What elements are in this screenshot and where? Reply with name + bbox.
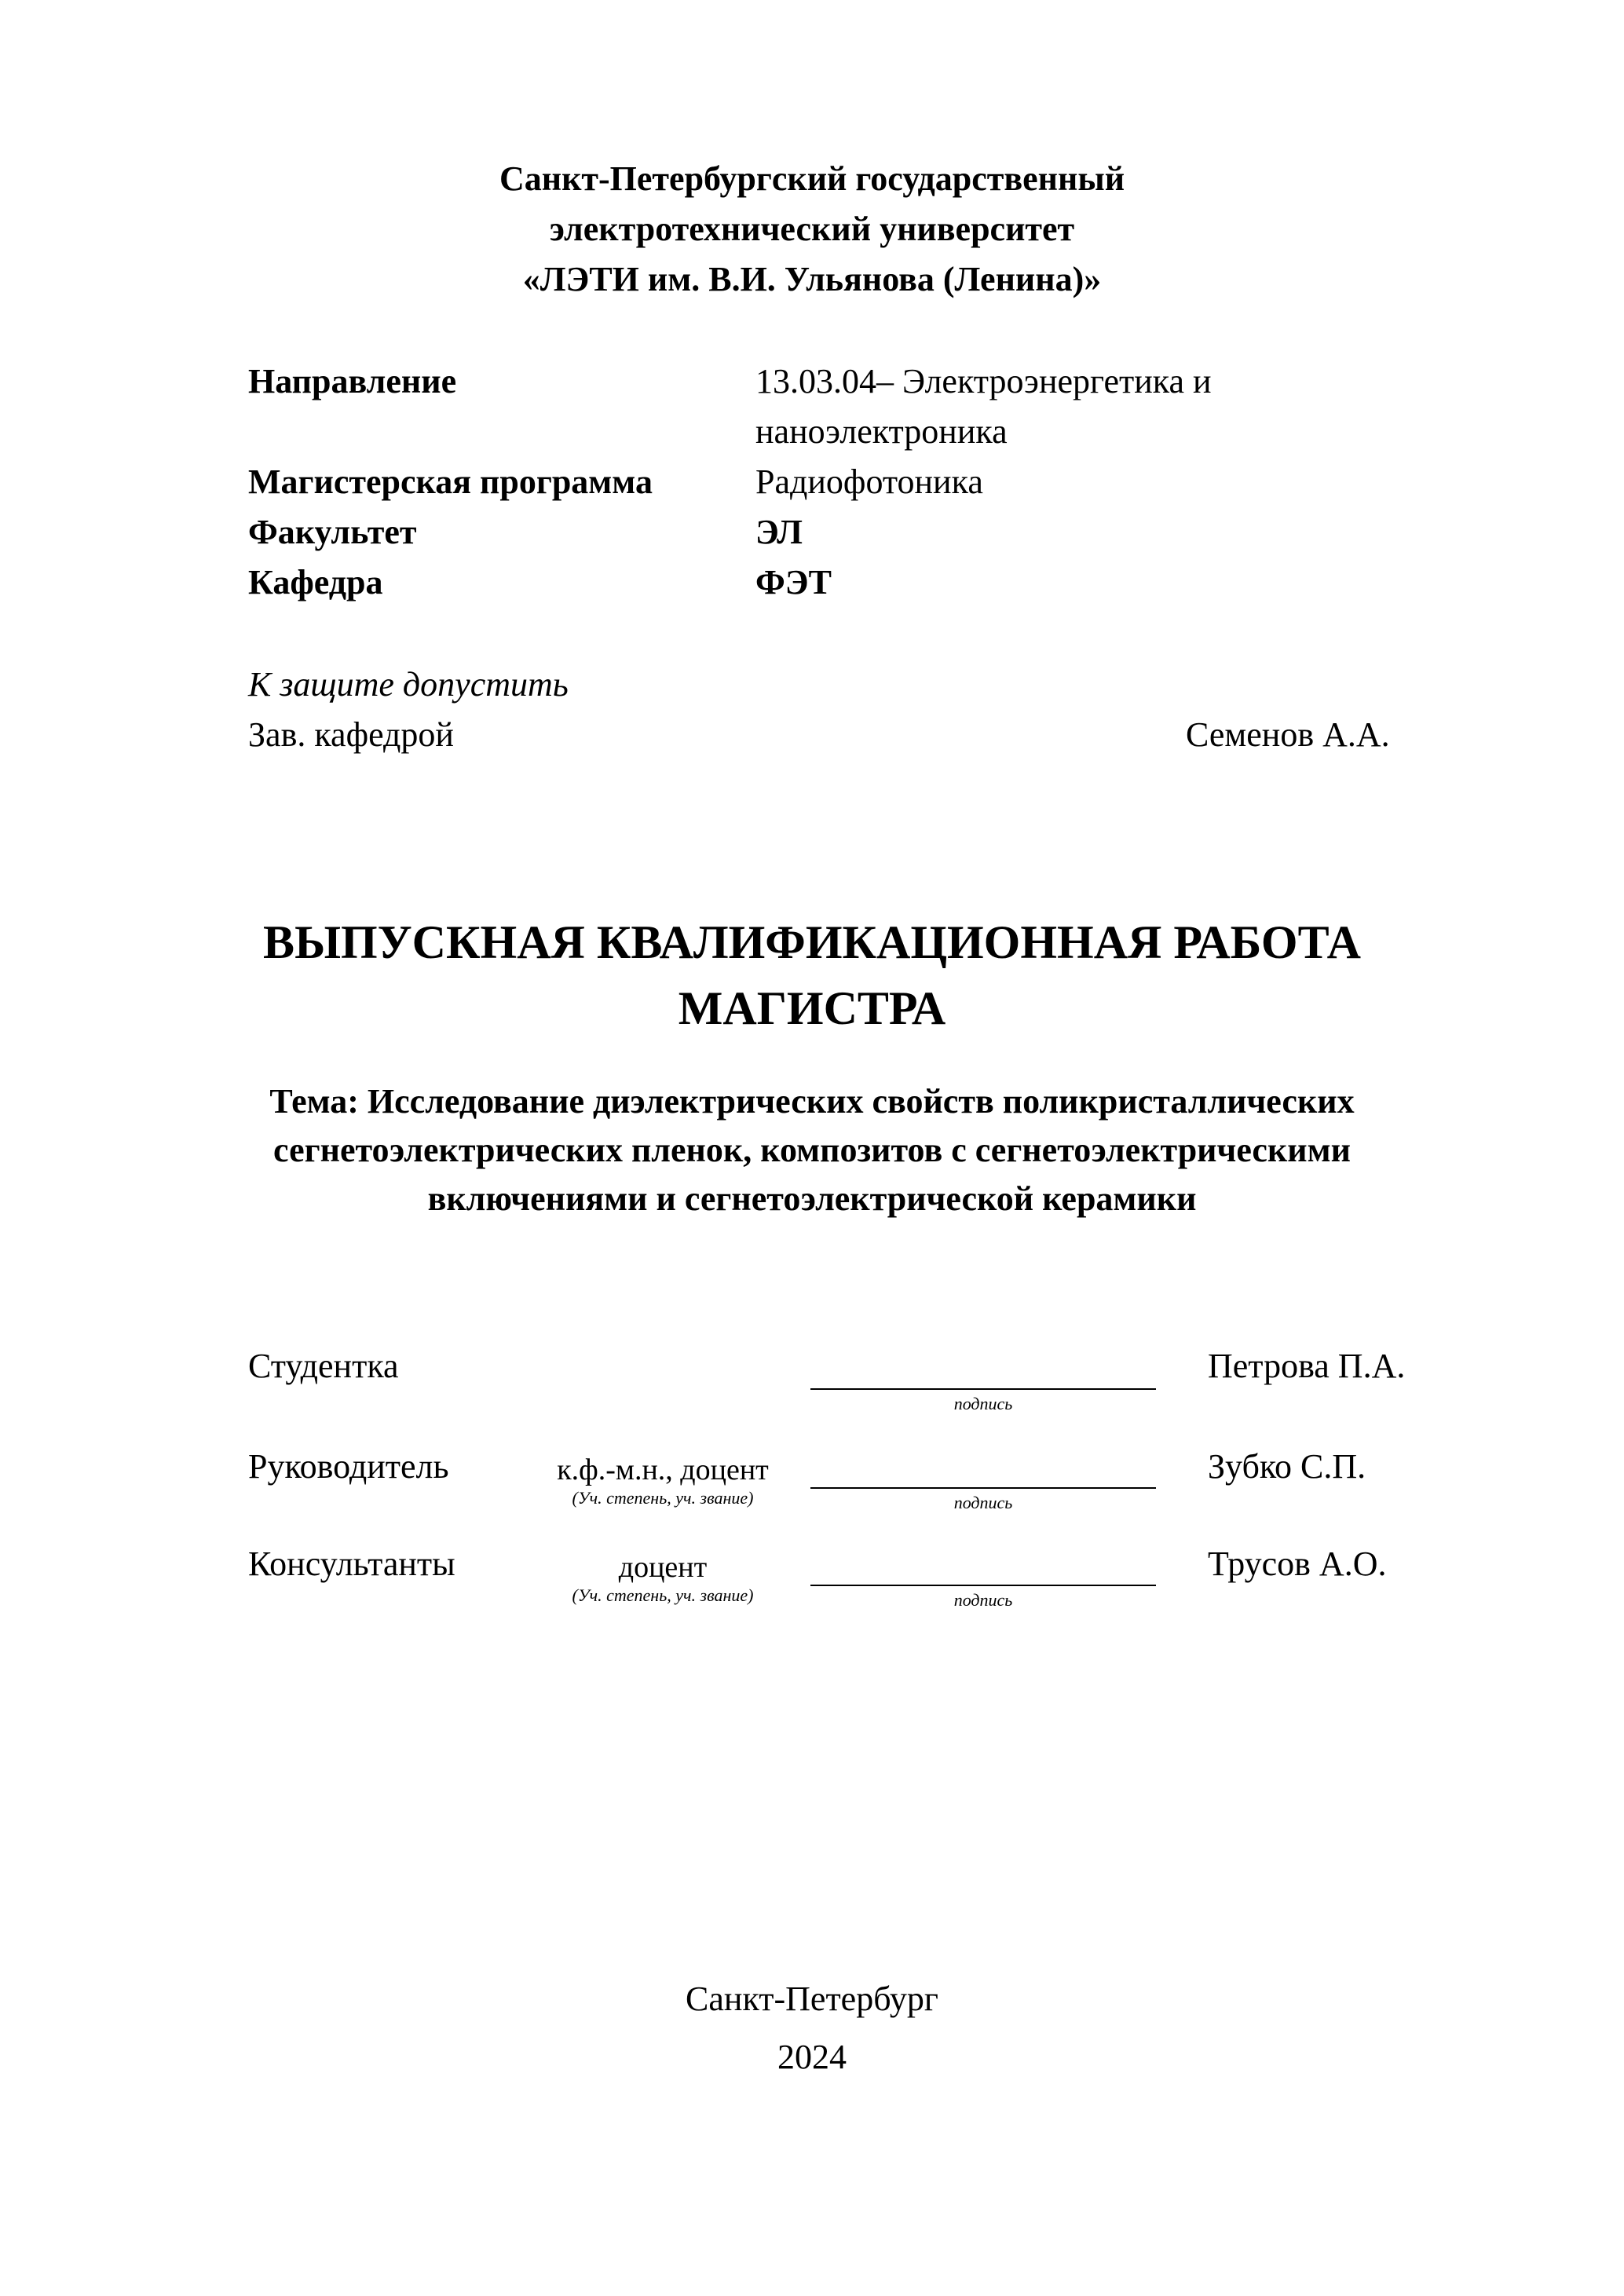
footer-year: 2024 xyxy=(777,2038,847,2076)
academic-degree: доцент xyxy=(618,1551,708,1584)
signer-name: Петрова П.А. xyxy=(1208,1347,1406,1385)
signature-line xyxy=(810,1388,1156,1390)
signature-hint: подпись xyxy=(953,1590,1013,1610)
program-value: Радиофотоника xyxy=(755,462,983,501)
admit-to-defense-text: К защите допустить xyxy=(248,665,569,704)
head-of-department-label: Зав. кафедрой xyxy=(248,715,454,754)
department-value: ФЭТ xyxy=(755,563,832,601)
topic-line-1: Тема: Исследование диэлектрических свойств поликристаллических xyxy=(269,1082,1355,1121)
degree-hint: (Уч. степень, уч. звание) xyxy=(572,1585,754,1605)
university-name-line-2: электротехнический университет xyxy=(549,210,1075,248)
university-name-line-3: «ЛЭТИ им. В.И. Ульянова (Ленина)» xyxy=(522,260,1102,298)
signer-name: Трусов А.О. xyxy=(1208,1545,1387,1583)
direction-value-line-1: 13.03.04– Электроэнергетика и xyxy=(755,362,1212,400)
department-label: Кафедра xyxy=(248,563,383,601)
signature-hint: подпись xyxy=(953,1394,1013,1413)
signature-role: Руководитель xyxy=(248,1447,449,1486)
faculty-label: Факультет xyxy=(248,513,417,551)
signature-line xyxy=(810,1487,1156,1489)
document-title-line-2: МАГИСТРА xyxy=(678,982,946,1034)
signature-role: Студентка xyxy=(248,1347,399,1385)
topic-line-3: включениями и сегнетоэлектрической керамики xyxy=(427,1179,1197,1218)
signature-role: Консультанты xyxy=(248,1545,455,1583)
footer-city: Санкт-Петербург xyxy=(686,1980,938,2018)
direction-value-line-2: наноэлектроника xyxy=(755,412,1008,451)
document-title-line-1: ВЫПУСКНАЯ КВАЛИФИКАЦИОННАЯ РАБОТА xyxy=(263,916,1361,968)
signature-hint: подпись xyxy=(953,1493,1013,1512)
university-name-line-1: Санкт-Петербургский государственный xyxy=(499,159,1125,198)
faculty-value: ЭЛ xyxy=(755,513,803,551)
program-label: Магистерская программа xyxy=(248,462,653,501)
signature-line xyxy=(810,1585,1156,1586)
topic-line-2: сегнетоэлектрических пленок, композитов с сегнетоэлектрическими xyxy=(273,1131,1351,1169)
head-of-department-name: Семенов А.А. xyxy=(1186,715,1390,754)
signer-name: Зубко С.П. xyxy=(1208,1447,1366,1486)
degree-hint: (Уч. степень, уч. звание) xyxy=(572,1488,754,1508)
direction-label: Направление xyxy=(248,362,457,400)
academic-degree: к.ф.-м.н., доцент xyxy=(557,1453,769,1486)
